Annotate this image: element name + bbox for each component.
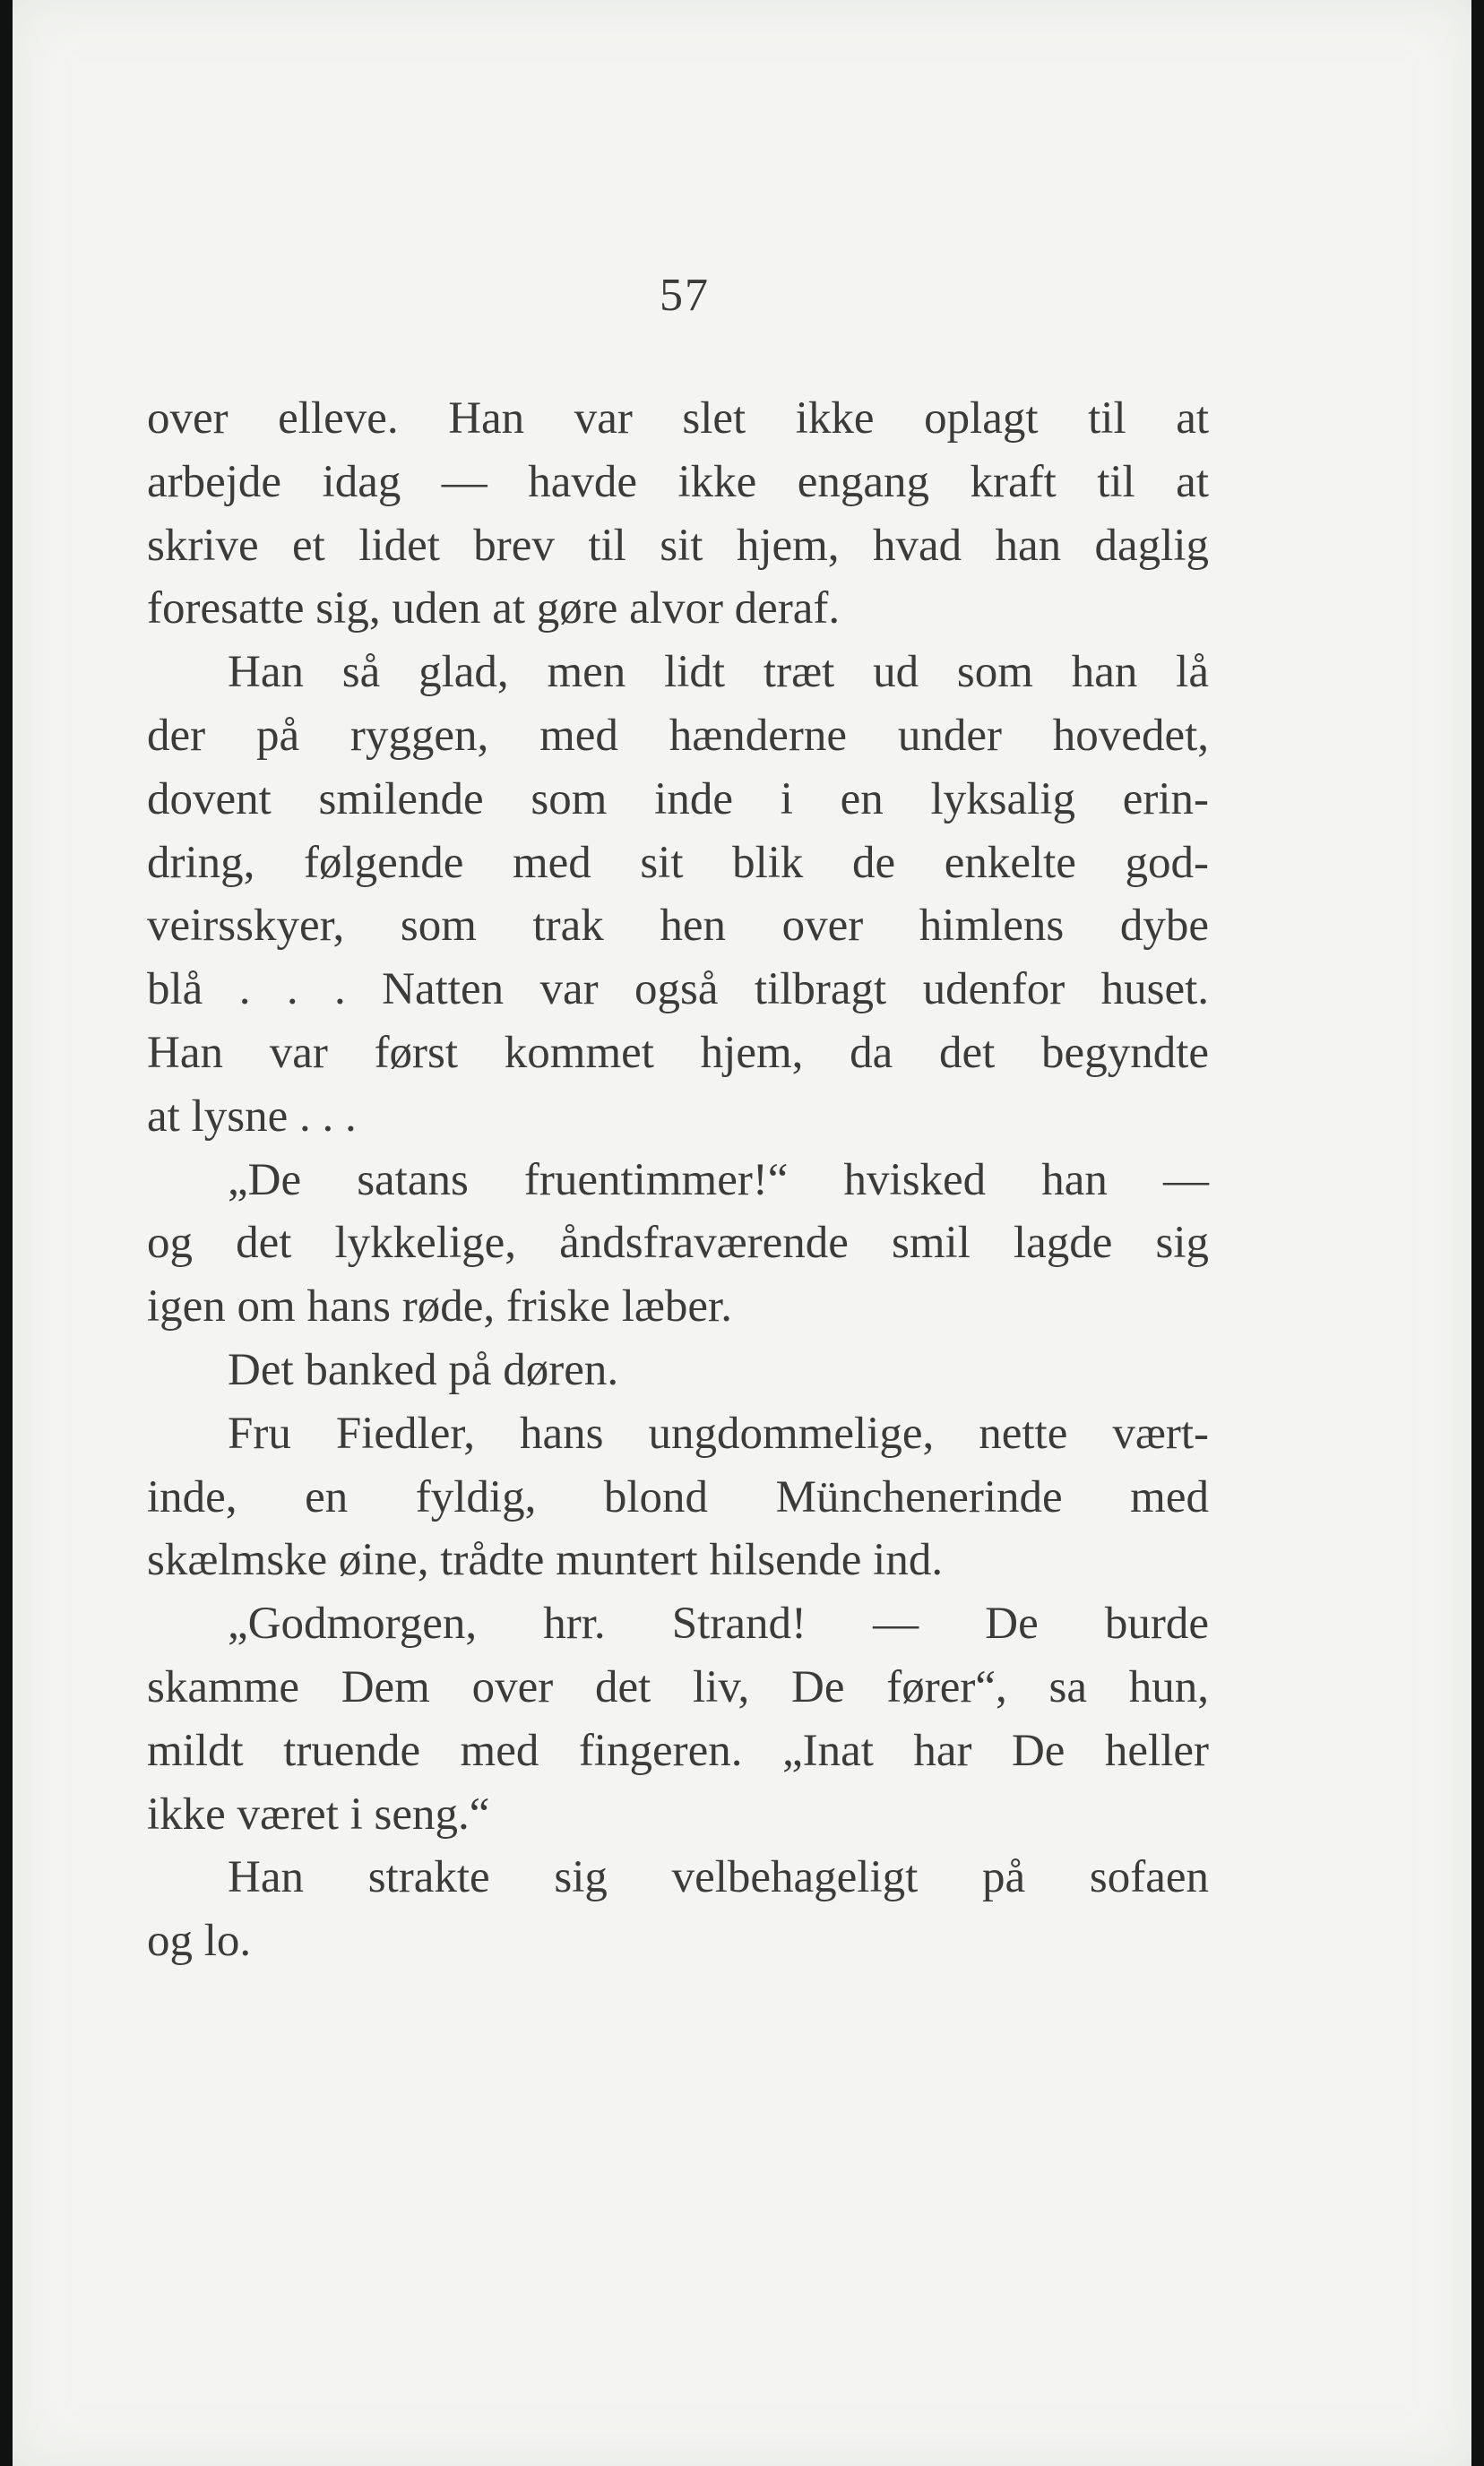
text-line: igen om hans røde, friske læber. xyxy=(147,1281,732,1332)
book-page xyxy=(13,0,1471,2466)
text-line: Han strakte sig velbehageligt på sofaen xyxy=(228,1852,1209,1903)
text-line: skamme Dem over det liv, De fører“, sa hun, xyxy=(147,1661,1209,1712)
text-line: dovent smilende som inde i en lyksalig erin- xyxy=(147,773,1209,824)
text-line: blå . . . Natten var også tilbragt udenfor huset. xyxy=(147,964,1209,1015)
text-line: veirsskyer, som trak hen over himlens dybe xyxy=(147,901,1209,952)
text-line: og det lykkelige, åndsfraværende smil lagde sig xyxy=(147,1218,1209,1269)
text-line: skælmske øine, trådte muntert hilsende ind. xyxy=(147,1535,944,1586)
text-line: inde, en fyldig, blond Münchenerinde med xyxy=(147,1471,1209,1522)
text-line: over elleve. Han var slet ikke oplagt til at xyxy=(147,393,1209,444)
text-line: Det banked på døren. xyxy=(228,1344,619,1395)
text-line: foresatte sig, uden at gøre alvor deraf. xyxy=(147,583,841,634)
text-line: ikke været i seng.“ xyxy=(147,1789,490,1840)
body-text xyxy=(147,387,1209,1973)
page-number: 57 xyxy=(660,270,710,321)
text-line: Han så glad, men lidt træt ud som han lå xyxy=(228,647,1209,698)
text-line: at lysne . . . xyxy=(147,1091,357,1142)
text-line: „Godmorgen, hrr. Strand! — De burde xyxy=(228,1599,1209,1650)
text-line: Han var først kommet hjem, da det begyndte xyxy=(147,1027,1209,1078)
text-line: Fru Fiedler, hans ungdommelige, nette vært- xyxy=(228,1408,1209,1459)
text-line: arbejde idag — havde ikke engang kraft til at xyxy=(147,456,1209,507)
text-line: dring, følgende med sit blik de enkelte god- xyxy=(147,837,1209,888)
text-line: og lo. xyxy=(147,1916,252,1967)
text-line: „De satans fruentimmer!“ hvisked han — xyxy=(228,1154,1209,1205)
text-line: mildt truende med fingeren. „Inat har De heller xyxy=(147,1725,1209,1776)
text-line: skrive et lidet brev til sit hjem, hvad han daglig xyxy=(147,520,1209,571)
text-line: der på ryggen, med hænderne under hovedet, xyxy=(147,710,1209,761)
